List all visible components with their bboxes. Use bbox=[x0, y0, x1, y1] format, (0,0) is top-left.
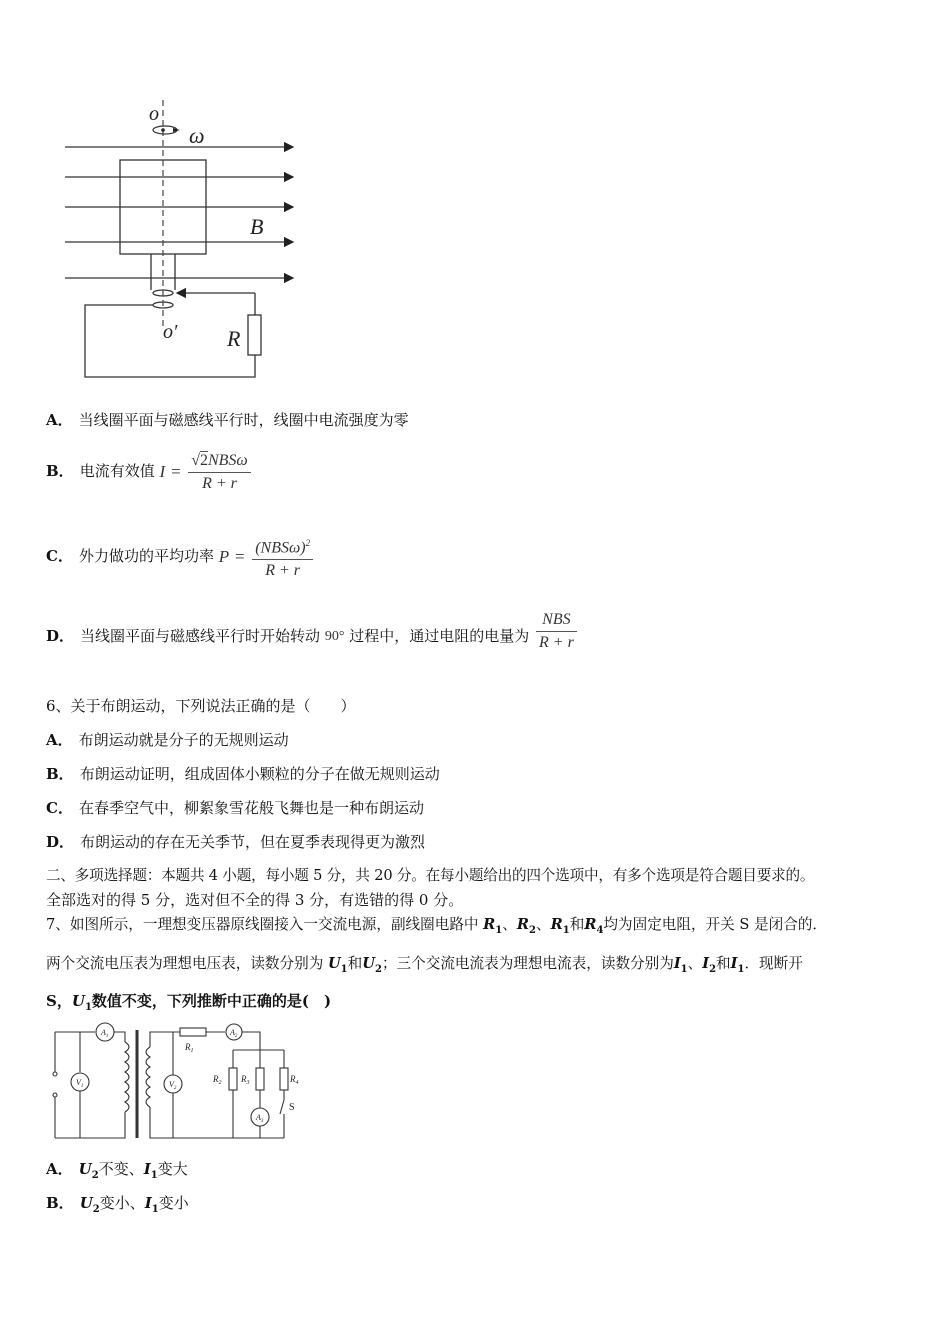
formula-charge: $\frac{\text{NBS}}{R + r}$ bbox=[536, 609, 577, 654]
section2-line2: 全部选对的得 5 分，选对但不全的得 3 分，有选错的得 0 分。 bbox=[46, 891, 464, 909]
q6-option-d: D． 布朗运动的存在无关季节，但在夏季表现得更为激烈 bbox=[46, 833, 426, 851]
q6-option-c: C． 在春季空气中，柳絮象雪花般飞舞也是一种布朗运动 bbox=[46, 799, 424, 817]
label-B: B bbox=[250, 214, 264, 239]
svg-text:A3: $A_3$ bbox=[256, 1113, 264, 1124]
resistor-R bbox=[248, 315, 261, 355]
formula-power: P = $\frac{(NBS\omega)^2}{R + r}$ bbox=[219, 547, 313, 565]
q6-stem: 6、关于布朗运动，下列说法正确的是（ ） bbox=[46, 697, 356, 715]
svg-text:R3: $R_3$ bbox=[241, 1074, 250, 1086]
q6-option-a: A． 布朗运动就是分子的无规则运动 bbox=[46, 731, 289, 749]
q5-option-a: A． 当线圈平面与磁感线平行时，线圈中电流强度为零 bbox=[46, 411, 409, 429]
q7-stem-line1: 7、如图所示，一理想变压器原线圈接入一交流电源，副线圈电路中 $R_1$、$R_2$、$R_1$和$R_4$均为固定电阻，开关 S 是闭合的． bbox=[46, 916, 828, 936]
q5-option-d: D． 当线圈平面与磁感线平行时开始转动 90° 过程中，通过电阻的电量为 $\frac{\text{NBS}}{R + r}$ bbox=[46, 613, 577, 660]
svg-text:R4: $R_4$ bbox=[290, 1074, 299, 1086]
resistor-R2 bbox=[229, 1068, 237, 1090]
svg-text:V1: $V_1$ bbox=[76, 1078, 84, 1089]
primary-coil bbox=[125, 1042, 129, 1112]
coil-field-figure bbox=[55, 95, 305, 385]
label-o-prime: o′ bbox=[163, 321, 178, 343]
svg-text:R1: $R_1$ bbox=[185, 1042, 194, 1054]
q7-option-b: B． $U_2$变小、$I_1$变小 bbox=[46, 1194, 189, 1215]
secondary-coil bbox=[146, 1047, 150, 1107]
q5-option-b: B． 电流有效值 I = $\frac{\text{√2NBSω}}{R + r}$ bbox=[46, 449, 251, 495]
transformer-circuit-figure bbox=[45, 1022, 315, 1144]
formula-current: I = $\frac{\text{√2NBSω}}{R + r}$ bbox=[159, 462, 250, 480]
q6-option-b: B． 布朗运动证明，组成固体小颗粒的分子在做无规则运动 bbox=[46, 765, 440, 783]
resistor-R4 bbox=[280, 1068, 288, 1090]
q7-option-a: A． $U_2$不变、$I_1$变大 bbox=[46, 1160, 188, 1181]
label-o: o bbox=[149, 103, 159, 125]
svg-text:V2: $V_2$ bbox=[169, 1080, 177, 1091]
angle-90: 90° bbox=[324, 629, 345, 644]
svg-text:S: S bbox=[289, 1102, 295, 1113]
svg-text:A1: $A_1$ bbox=[101, 1028, 109, 1039]
section2-line1: 二、多项选择题：本题共 4 小题，每小题 5 分，共 20 分。在每小题给出的四个选项中，有多个选项是符合题目要求的。 bbox=[46, 867, 815, 884]
switch-S bbox=[280, 1100, 284, 1114]
q7-stem-line2: 两个交流电压表为理想电压表，读数分别为 $U_1$和$U_2$；三个交流电流表为理想电流表，读数分别为$I_1$、$I_2$和$I_1$．现断开 bbox=[46, 955, 803, 975]
sqrt-sign: √ bbox=[191, 451, 200, 469]
resistor-R1 bbox=[180, 1028, 206, 1036]
q7-stem-line3: S，$U_1$数值不变，下列推断中正确的是( ) bbox=[46, 992, 332, 1013]
svg-text:R2: $R_2$ bbox=[213, 1074, 222, 1086]
label-omega: ω bbox=[189, 123, 205, 148]
resistor-R3 bbox=[256, 1068, 264, 1090]
label-R: R bbox=[227, 326, 241, 351]
q5-option-c: C． 外力做功的平均功率 P = $\frac{(NBS\omega)^2}{R + r}$ bbox=[46, 532, 313, 582]
svg-text:A2: $A_2$ bbox=[230, 1028, 238, 1039]
